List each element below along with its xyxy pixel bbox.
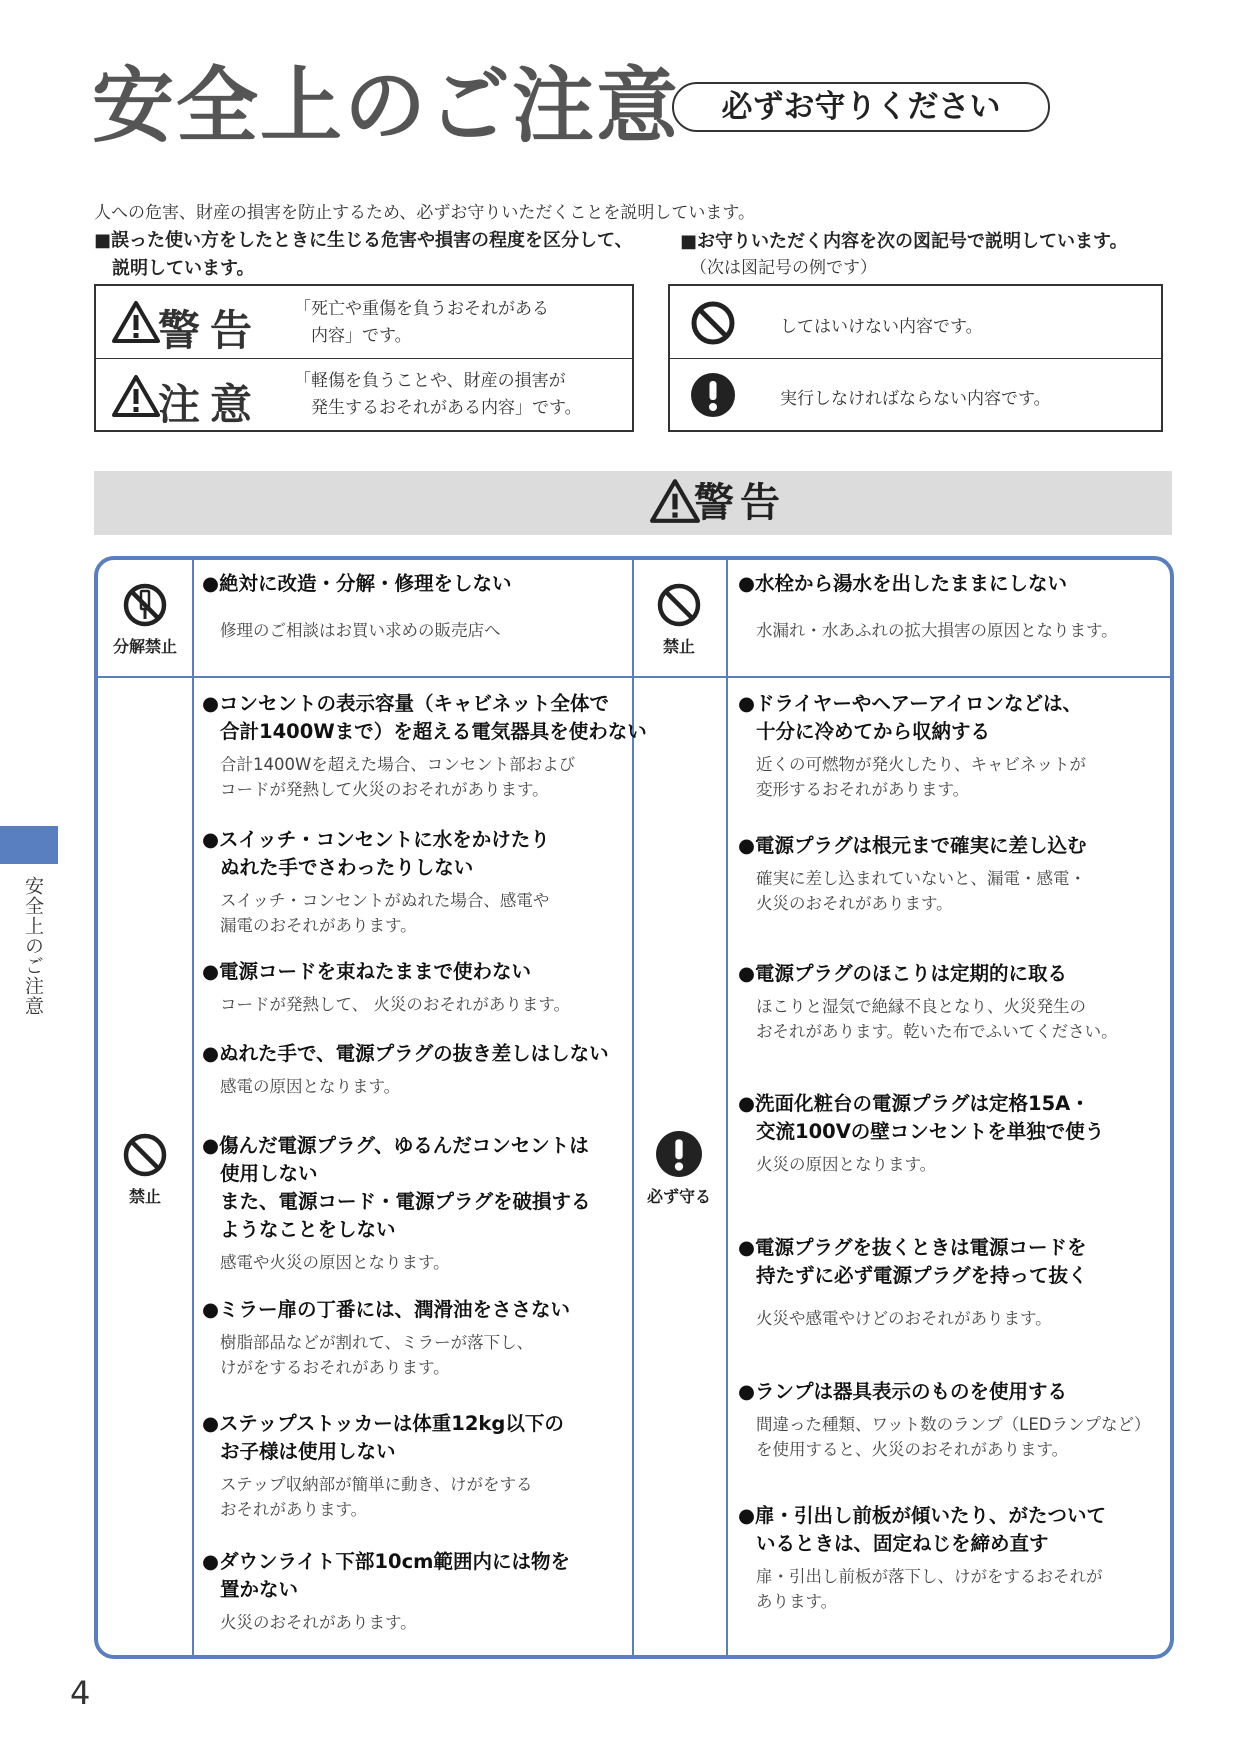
- item-title: ●ランプは器具表示のものを使用する: [738, 1380, 1068, 1403]
- item-title: ●電源プラグのほこりは定期的に取る: [738, 962, 1068, 985]
- list-item: [738, 1090, 1104, 1177]
- severity-heading-line-1: ■誤った使い方をしたときに生じる危害や損害の程度を区分して、: [94, 230, 633, 251]
- list-item: [738, 832, 1087, 916]
- list-item: [202, 826, 550, 938]
- warning-triangle-icon: [112, 300, 160, 348]
- symbol-legend: [668, 284, 1163, 432]
- list-item: [202, 1410, 564, 1522]
- item-desc: 感電の原因となります。: [220, 1077, 401, 1096]
- no-disassembly-icon: [98, 582, 192, 632]
- item-title: ●洗面化粧台の電源プラグは定格15A・ 交流100Vの壁コンセントを単独で使う: [738, 1092, 1105, 1143]
- prohibition-cell: [632, 582, 726, 657]
- prohibition-caption: 禁止: [662, 637, 695, 656]
- list-item: [738, 690, 1086, 802]
- item-title: ●電源プラグを抜くときは電源コードを 持たずに必ず電源プラグを持って抜く: [738, 1236, 1088, 1287]
- item-title: ●傷んだ電源プラグ、ゆるんだコンセントは 使用しない また、電源コード・電源プラグを破損する ようなことをしない: [202, 1134, 591, 1241]
- warning-banner-label: 警告: [694, 480, 786, 526]
- warning-table: [94, 556, 1174, 1659]
- list-item: [738, 1378, 1151, 1462]
- item-desc: 確実に差し込まれていないと、漏電・感電・ 火災のおそれがあります。: [756, 869, 1086, 913]
- warning-triangle-icon: [650, 477, 700, 529]
- item-desc: 火災の原因となります。: [756, 1155, 937, 1174]
- list-item: [738, 1502, 1106, 1614]
- severity-legend: [94, 284, 634, 432]
- prohibition-desc: してはいけない内容です。: [780, 317, 983, 337]
- list-item: [202, 1548, 570, 1635]
- severity-heading: [94, 227, 633, 283]
- section-tab: [0, 826, 58, 864]
- legend-divider: [670, 358, 1161, 359]
- mandatory-desc: 実行しなければならない内容です。: [780, 389, 1051, 409]
- table-divider: [192, 560, 194, 1655]
- item-title: ●水栓から湯水を出したままにしない: [738, 572, 1068, 595]
- prohibition-cell: [98, 1132, 192, 1207]
- mandatory-icon: [632, 1130, 726, 1182]
- item-title: ●ミラー扉の丁番には、潤滑油をささない: [202, 1298, 571, 1321]
- severity-label-warning: 警告: [158, 306, 263, 355]
- item-desc: コードが発熱して、 火災のおそれがあります。: [220, 995, 571, 1014]
- item-title: ●ダウンライト下部10cm範囲内には物を 置かない: [202, 1550, 570, 1601]
- no-disassembly-cell: [98, 582, 192, 657]
- prohibition-icon: [690, 300, 736, 350]
- severity-desc-warning: 「死亡や重傷を負うおそれがある 内容」です。: [294, 299, 549, 346]
- page-number: 4: [70, 1674, 91, 1712]
- severity-label-caution: 注意: [158, 380, 263, 429]
- prohibition-icon: [98, 1132, 192, 1182]
- prohibition-icon: [632, 582, 726, 632]
- table-divider: [98, 676, 1170, 678]
- item-desc: 修理のご相談はお買い求めの販売店へ: [220, 621, 501, 640]
- item-title: ●電源プラグは根元まで確実に差し込む: [738, 834, 1087, 857]
- legend-divider: [96, 358, 632, 359]
- prohibition-caption: 禁止: [128, 1187, 161, 1206]
- warning-triangle-icon: [112, 374, 160, 422]
- item-desc: 火災のおそれがあります。: [220, 1613, 417, 1632]
- list-item: [202, 1040, 609, 1099]
- item-desc: 近くの可燃物が発火したり、キャビネットが 変形するおそれがあります。: [756, 755, 1086, 799]
- item-desc: スイッチ・コンセントがぬれた場合、感電や 漏電のおそれがあります。: [220, 891, 550, 935]
- severity-heading-line-2: 説明しています。: [94, 258, 255, 279]
- severity-desc-caution: 「軽傷を負うことや、財産の損害が 発生するおそれがある内容」です。: [294, 371, 582, 418]
- warning-banner: [94, 471, 1172, 535]
- mandatory-cell: [632, 1130, 726, 1207]
- list-item: [202, 958, 570, 1017]
- intro-text: 人への危害、財産の損害を防止するため、必ずお守りいただくことを説明しています。: [94, 203, 755, 223]
- mandatory-caption: 必ず守る: [646, 1187, 711, 1206]
- item-desc: 火災や感電やけどのおそれがあります。: [756, 1309, 1052, 1328]
- list-item: [738, 570, 1118, 643]
- item-title: ●コンセントの表示容量（キャビネット全体で 合計1400Wまで）を超える電気器具を使わない: [202, 692, 647, 743]
- item-desc: 合計1400Wを超えた場合、コンセント部および コードが発熱して火災のおそれがあります。: [220, 755, 576, 799]
- no-disassembly-caption: 分解禁止: [112, 637, 177, 656]
- item-title: ●スイッチ・コンセントに水をかけたり ぬれた手でさわったりしない: [202, 828, 550, 879]
- list-item: [202, 570, 512, 643]
- item-title: ●ドライヤーやヘアーアイロンなどは、 十分に冷めてから収納する: [738, 692, 1083, 743]
- item-title: ●電源コードを束ねたままで使わない: [202, 960, 532, 983]
- mandatory-icon: [690, 372, 736, 422]
- list-item: [202, 690, 647, 802]
- item-title: ●ぬれた手で、電源プラグの抜き差しはしない: [202, 1042, 609, 1065]
- list-item: [202, 1132, 591, 1275]
- item-desc: 扉・引出し前板が落下し、けがをするおそれが あります。: [756, 1567, 1103, 1611]
- item-desc: ほこりと湿気で絶縁不良となり、火災発生の おそれがあります。乾いた布でふいてください。: [756, 997, 1118, 1041]
- item-desc: 感電や火災の原因となります。: [220, 1253, 450, 1272]
- page-title: 安全上のご注意: [92, 59, 681, 154]
- symbol-subheading: （次は図記号の例です）: [690, 258, 877, 278]
- section-tab-label: 安全上のご注意: [22, 876, 44, 1016]
- table-divider: [726, 560, 728, 1655]
- list-item: [202, 1296, 570, 1380]
- item-title: ●絶対に改造・分解・修理をしない: [202, 572, 512, 595]
- list-item: [738, 960, 1118, 1044]
- item-desc: 間違った種類、ワット数のランプ（LEDランプなど） を使用すると、火災のおそれがあります。: [756, 1415, 1151, 1459]
- symbol-heading: ■お守りいただく内容を次の図記号で説明しています。: [680, 231, 1128, 252]
- list-item: [738, 1234, 1088, 1331]
- item-desc: 水漏れ・水あふれの拡大損害の原因となります。: [756, 621, 1118, 640]
- item-desc: ステップ収納部が簡単に動き、けがをする おそれがあります。: [220, 1475, 533, 1519]
- must-follow-badge: 必ずお守りください: [672, 82, 1050, 132]
- item-desc: 樹脂部品などが割れて、ミラーが落下し、 けがをするおそれがあります。: [220, 1333, 534, 1377]
- item-title: ●扉・引出し前板が傾いたり、がたついて いるときは、固定ねじを締め直す: [738, 1504, 1107, 1555]
- item-title: ●ステップストッカーは体重12kg以下の お子様は使用しない: [202, 1412, 564, 1463]
